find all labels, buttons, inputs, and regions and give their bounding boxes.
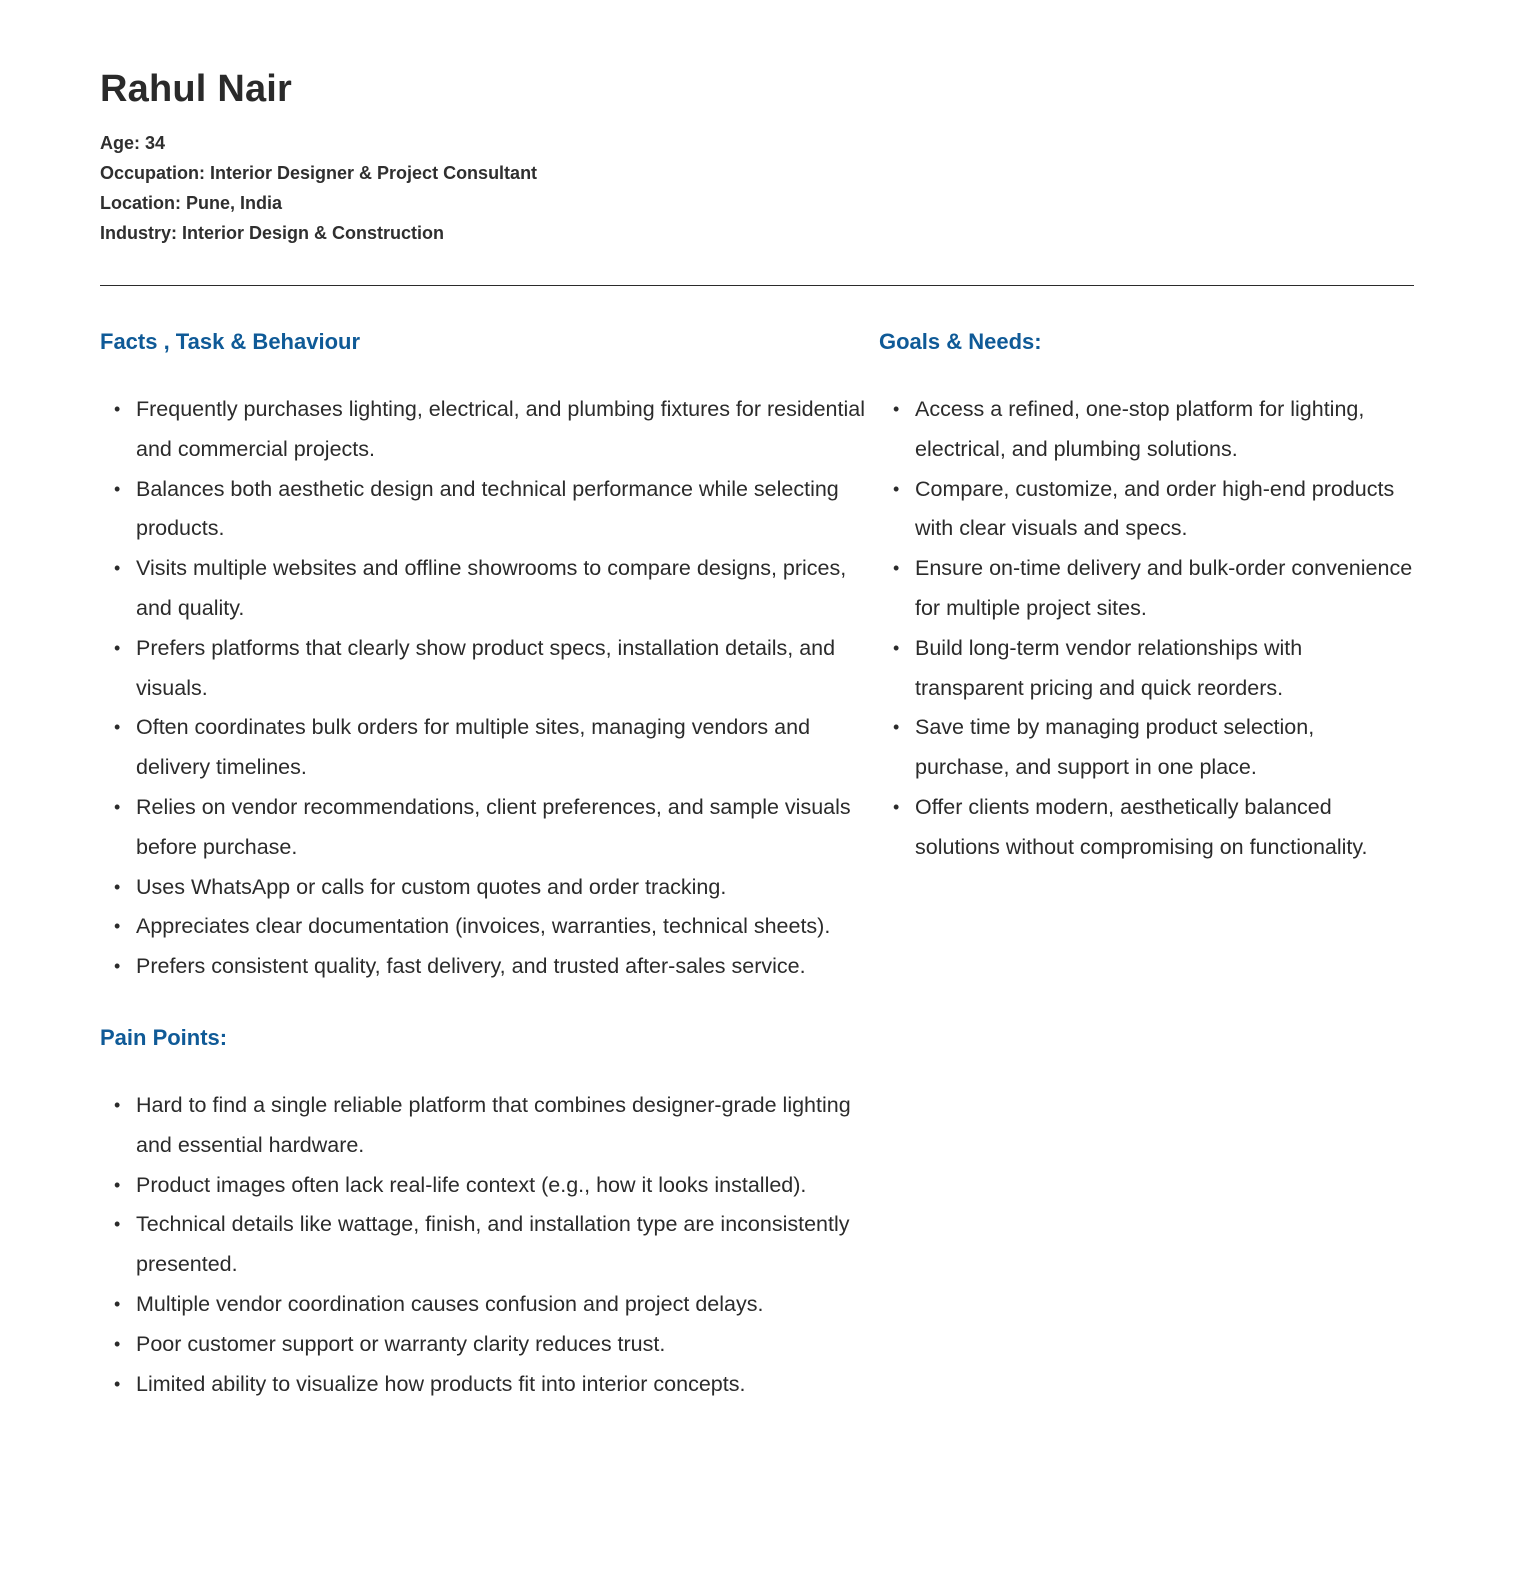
list-item-text: Uses WhatsApp or calls for custom quotes and order tracking. [136,874,727,899]
bullet-icon: • [114,637,121,658]
list-item-text: Hard to find a single reliable platform that combines designer-grade lighting and essential hardware. [136,1092,851,1157]
goals-section [879,327,1414,868]
list-item-text: Multiple vendor coordination causes confusion and project delays. [136,1291,764,1316]
list-item [879,708,1414,788]
list-item [100,1166,870,1206]
goals-list [879,390,1414,868]
list-item-text: Visits multiple websites and offline showrooms to compare designs, prices, and quality. [136,556,847,620]
list-item-text: Prefers platforms that clearly show product specs, installation details, and visuals. [136,635,836,700]
list-item [100,1285,870,1325]
bullet-icon: • [114,1174,121,1195]
bullet-icon: • [114,478,121,499]
bullet-icon: • [893,399,900,419]
left-column [100,327,870,1404]
bullet-icon: • [114,717,121,738]
pain-points-section-title: Pain Points: [100,1024,228,1050]
bullet-icon: • [893,478,900,499]
list-item-text: Access a refined, one-stop platform for lighting, electrical, and plumbing solutions. [915,397,1365,461]
bullet-icon: • [893,637,900,658]
list-item-text: Balances both aesthetic design and technical performance while selecting products. [136,476,839,541]
persona-details [100,128,537,248]
list-item [100,788,870,868]
bullet-icon: • [114,1094,121,1115]
list-item [100,1365,870,1405]
list-item [100,907,870,947]
list-item-text: Limited ability to visualize how products fit into interior concepts. [136,1371,746,1396]
bullet-icon: • [114,1214,121,1235]
bullet-icon: • [114,1293,121,1314]
persona-age: Age: 34 [100,133,166,153]
list-item-text: Ensure on-time delivery and bulk-order convenience for multiple project sites. [915,556,1413,620]
persona-industry: Industry: Interior Design & Construction [100,223,445,243]
bullet-icon: • [114,956,121,977]
list-item [879,629,1414,709]
bullet-icon: • [114,1333,121,1354]
bullet-icon: • [114,399,121,419]
list-item-text: Product images often lack real-life context (e.g., how it looks installed). [136,1172,807,1197]
list-item [100,390,870,470]
list-item [100,1086,870,1166]
bullet-icon: • [114,916,121,937]
list-item [100,549,870,629]
list-item [100,708,870,788]
list-item-text: Save time by managing product selection, purchase, and support in one place. [915,715,1315,780]
list-item [879,788,1414,868]
bullet-icon: • [114,1373,121,1394]
list-item [100,868,870,908]
facts-list [100,390,870,987]
facts-section [100,327,870,987]
bullet-icon: • [114,796,121,817]
list-item [100,629,870,709]
section-divider [100,285,1414,286]
list-item-text: Appreciates clear documentation (invoices, warranties, technical sheets). [136,914,831,939]
list-item [100,1205,870,1285]
right-column [879,327,1414,868]
list-item-text: Frequently purchases lighting, electrical, and plumbing fixtures for residential and commercial projects. [136,397,865,461]
bullet-icon: • [114,876,121,897]
list-item-text: Prefers consistent quality, fast delivery, and trusted after-sales service. [136,954,806,979]
pain-points-list [100,1086,870,1404]
bullet-icon: • [114,558,121,579]
bullet-icon: • [893,558,900,579]
goals-section-title: Goals & Needs: [879,329,1042,354]
list-item [879,470,1414,550]
list-item-text: Often coordinates bulk orders for multiple sites, managing vendors and delivery timelines. [136,715,811,780]
persona-name: Rahul Nair [100,68,293,110]
persona-location: Location: Pune, India [100,193,283,213]
list-item-text: Build long-term vendor relationships with transparent pricing and quick reorders. [915,635,1303,700]
list-item-text: Relies on vendor recommendations, client preferences, and sample visuals before purchase. [136,794,851,859]
list-item-text: Offer clients modern, aesthetically balanced solutions without compromising on functionality. [915,794,1368,859]
list-item-text: Poor customer support or warranty clarity reduces trust. [136,1331,666,1356]
list-item [100,1325,870,1365]
bullet-icon: • [893,717,900,738]
list-item-text: Technical details like wattage, finish, and installation type are inconsistently presented. [136,1212,850,1277]
list-item-text: Compare, customize, and order high-end products with clear visuals and specs. [915,476,1395,541]
pain-points-section [100,1023,870,1404]
list-item [100,947,870,987]
persona-occupation: Occupation: Interior Designer & Project Consultant [100,163,538,183]
list-item [100,470,870,550]
list-item [879,390,1414,470]
facts-section-title: Facts , Task & Behaviour [100,329,361,354]
list-item [879,549,1414,629]
bullet-icon: • [893,796,900,817]
